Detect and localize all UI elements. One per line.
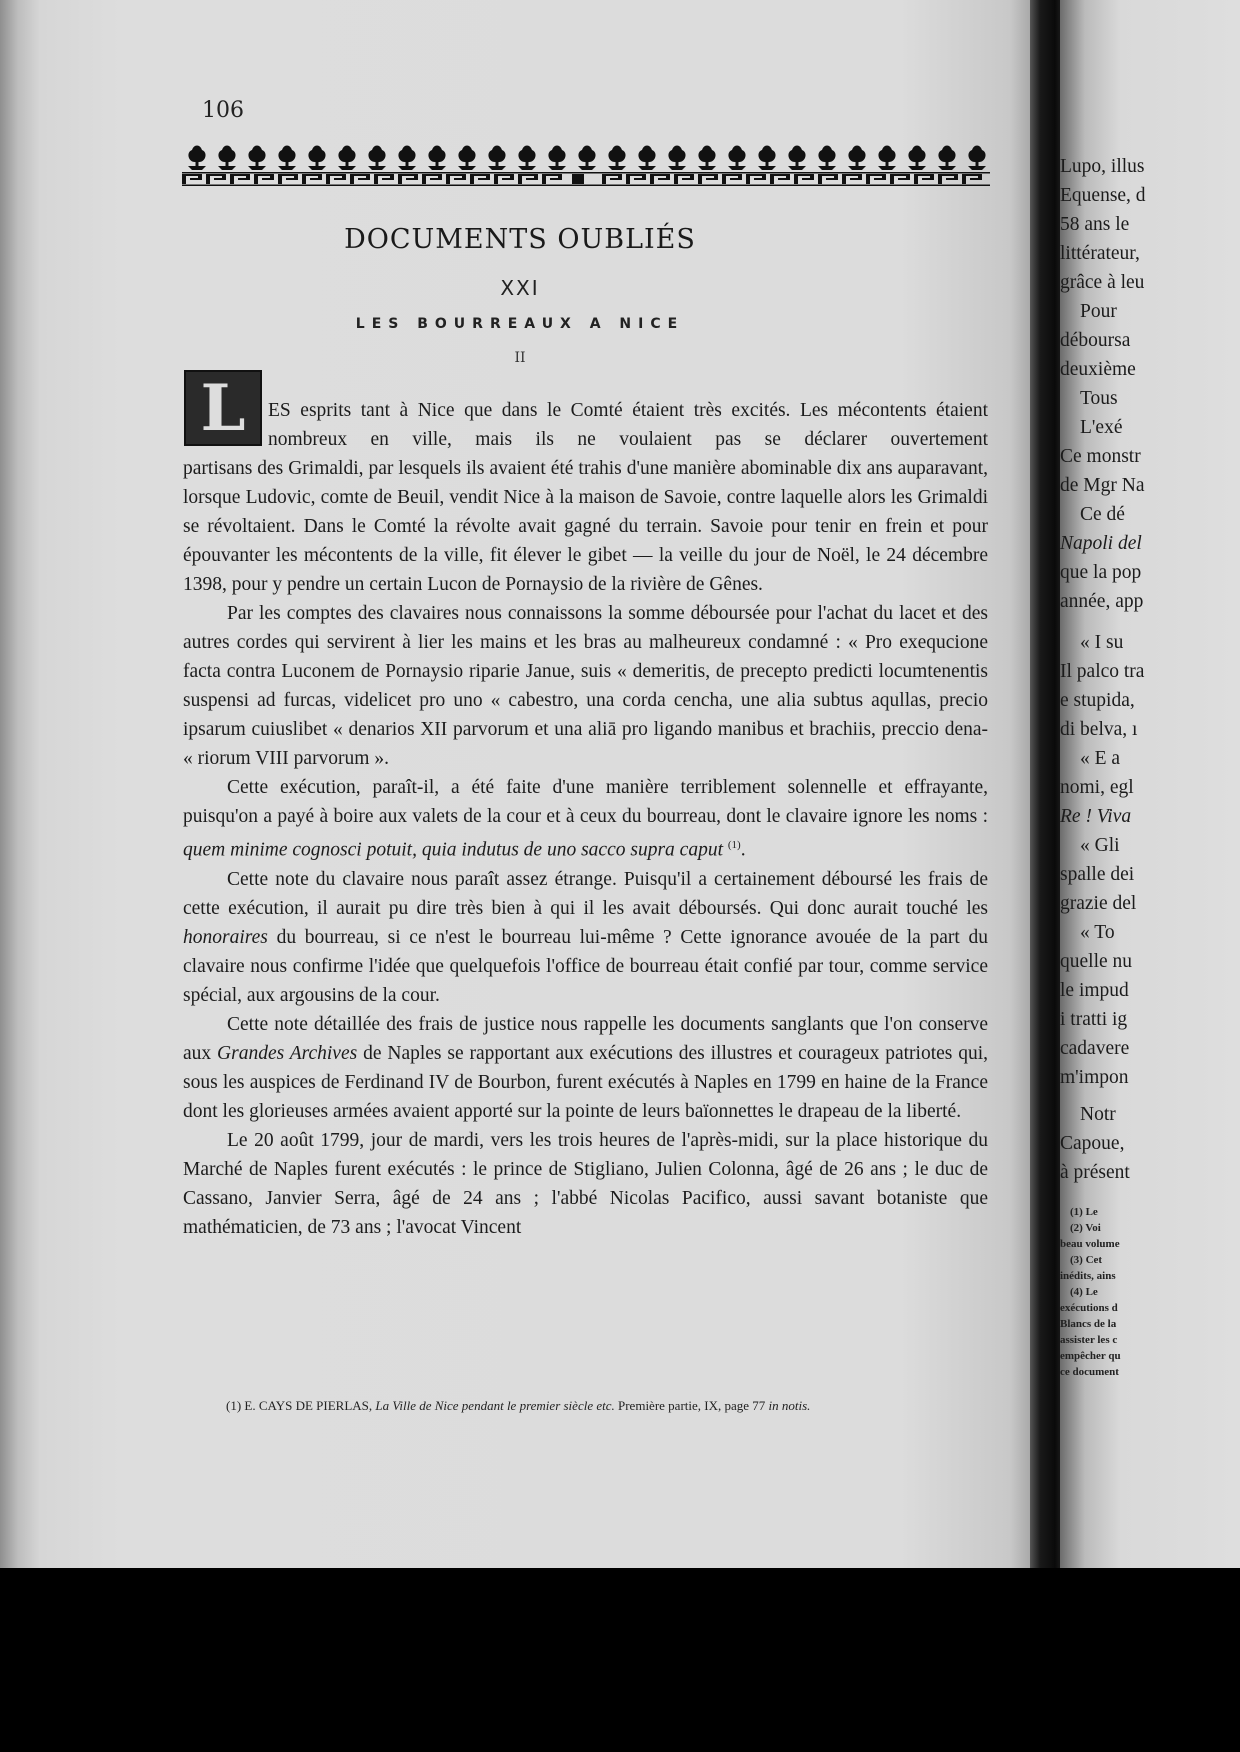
- opening-line-2: étaient nombreux en ville, mais ils ne voulaient pas se déclarer ouvertement: [268, 400, 988, 450]
- paragraph-4-italic: honoraires: [183, 926, 268, 948]
- right-page-line: Lupo, illus: [1060, 156, 1145, 177]
- right-page-line: Ce monstr: [1060, 446, 1141, 467]
- opening-lines: [268, 396, 988, 454]
- right-page-line: « E a: [1080, 748, 1121, 769]
- footnote-author: E. CAYS DE PIERLAS,: [244, 1398, 373, 1413]
- dropcap-letter: L: [200, 371, 246, 446]
- right-page-line: de Mgr Na: [1060, 475, 1145, 496]
- paragraph-5-a: Cette note détaillée des frais de justice nous rappelle les documents sanglants que l'on conserve aux: [183, 1013, 988, 1064]
- page-number: 106: [202, 98, 244, 123]
- right-page-line: Il palco tra: [1060, 661, 1145, 682]
- right-page-line: 58 ans le: [1060, 214, 1130, 235]
- paragraph-5: [183, 1010, 988, 1126]
- paragraph-2: Par les comptes des clavaires nous connaissons la somme déboursée pour l'achat du lacet et des autres cordes qui servirent à lier les mains et les bras au malheureux condamné : « Pro exequcione facta contra Luconem de Pornaysio riparie Janue, suis « demeritis, de precepto predicti locumtenentis suspensi ad furcas, videlicet pro uno « cabestro, una corda cencha, une alia subtus aqullas, precio ipsarum cuiuslibet « denarios XII parvorum et una aliā pro ligando manibus et brachiis, preccio dena- « riorum VIII parvorum ».: [183, 603, 988, 769]
- right-page-line: « I su: [1080, 632, 1124, 653]
- right-page-line: le impud: [1060, 980, 1129, 1001]
- article-body: [183, 454, 988, 1242]
- right-page-line: Pour: [1080, 301, 1117, 322]
- right-page-line: nomi, egl: [1060, 777, 1134, 798]
- footnote-reference: (1): [727, 839, 741, 851]
- right-page-footnote-line: Blancs de la: [1060, 1318, 1117, 1330]
- right-page-footnote-line: ce document: [1060, 1366, 1119, 1378]
- right-page-line: déboursa: [1060, 330, 1131, 351]
- right-page-line: « Gli: [1080, 835, 1120, 856]
- right-page-line: L'exé: [1080, 417, 1123, 438]
- right-page-line: spalle dei: [1060, 864, 1135, 885]
- footnote-tail: in notis.: [768, 1398, 811, 1413]
- footnote-rest: Première partie, IX, page 77: [618, 1398, 766, 1413]
- footnote: [226, 1398, 986, 1414]
- ornate-dropcap: [184, 370, 262, 446]
- right-page-line: Napoli del: [1060, 533, 1142, 554]
- right-page-line: Capoue,: [1060, 1133, 1125, 1154]
- paragraph-3-start: Cette exécution, paraît-il, a été faite d'une manière terriblement solennelle et effrayante, puisqu'on a payé à boire aux valets de la cour et à ceux du bourreau, dont le clavaire ignore les noms :: [183, 777, 988, 827]
- right-page-line: Equense, d: [1060, 185, 1146, 206]
- fleuron-ornament-band: [182, 140, 990, 186]
- right-page-footnote-line: inédits, ains: [1060, 1270, 1116, 1282]
- footnote-title: La Ville de Nice pendant le premier siècle etc.: [375, 1398, 615, 1413]
- right-page-footnote-line: beau volume: [1060, 1238, 1120, 1250]
- paragraph-3: Cette exécution, paraît-il, a été faite d'une manière terriblement solennelle et effrayante, puisqu'on a payé à boire aux valets de la cour et à ceux du bourreau, dont le clavaire ignore les noms : quem minime cognosci potuit, quia indutus de uno sacco supra caput $^{(1)}$.: [183, 777, 988, 861]
- paragraph-6: Le 20 août 1799, jour de mardi, vers les trois heures de l'après-midi, sur la place historique du Marché de Naples furent exécutés : le prince de Stigliano, Julien Colonna, âgé de 26 ans ; le duc de Cassano, Janvier Serra, âgé de 24 ans ; l'abbé Nicolas Pacifico, aussi savant botaniste que mathématicien, de 73 ans ; l'avocat Vincent: [183, 1129, 988, 1238]
- right-page-footnote-line: empêcher qu: [1060, 1350, 1121, 1362]
- part-number: II: [514, 350, 526, 366]
- section-number: XXI: [500, 276, 540, 300]
- right-page-line: grâce à leu: [1060, 272, 1145, 293]
- paragraph-3-latin: quem minime cognosci potuit, quia indutus de uno sacco supra caput: [183, 839, 723, 861]
- paragraph-5-b: de Naples se rapportant aux exécutions des illustres et courageux patriotes qui, sous les auspices de Ferdinand IV de Bourbon, furent exécutés à Naples en 1799 en haine de la France dont les glorieuses armées avaient apporté sur la pointe de leurs baïonnettes le drapeau de la liberté.: [183, 1042, 989, 1122]
- right-page: [1060, 0, 1240, 1568]
- right-page-line: i tratti ig: [1060, 1009, 1128, 1030]
- right-page-line: m'impon: [1060, 1067, 1129, 1088]
- right-page-line: deuxième: [1060, 359, 1136, 380]
- paragraph-1-rest: partisans des Grimaldi, par lesquels ils avaient été trahis d'une manière abominable dix ans auparavant, lorsque Ludovic, comte de Beuil, vendit Nice à la maison de Savoie, contre laquelle alors les Grimaldi se révoltaient. Dans le Comté la révolte avait gagné du terrain. Savoie pour tenir en frein et pour épouvanter les mécontents de la ville, fit élever le gibet — la veille du jour de Noël, le 24 décembre 1398, pour y pendre un certain Lucon de Pornaysio de la rivière de Gênes.: [183, 458, 988, 595]
- right-page-line: Ce dé: [1080, 504, 1125, 525]
- right-page-line: « To: [1080, 922, 1115, 943]
- right-page-line: e stupida,: [1060, 690, 1135, 711]
- paragraph-4-b: du bourreau, si ce n'est le bourreau lui-même ? Cette ignorance avouée de la part du clavaire nous confirme l'idée que quelquefois l'office de bourreau était confié par tour, comme service spécial, aux argousins de la cour.: [183, 926, 989, 1006]
- right-page-line: que la pop: [1060, 562, 1142, 583]
- right-page-line: littérateur,: [1060, 243, 1140, 264]
- right-page-line: grazie del: [1060, 893, 1137, 914]
- right-page-footnote-line: (2) Voi: [1070, 1222, 1101, 1234]
- right-page-line: di belva, ı: [1060, 719, 1138, 740]
- right-page-line: Notr: [1080, 1104, 1116, 1125]
- right-page-line: Tous: [1080, 388, 1118, 409]
- article-title: LES BOURREAUX A NICE: [355, 316, 685, 332]
- running-title: DOCUMENTS OUBLIÉS: [344, 224, 696, 255]
- opening-line-1: ES esprits tant à Nice que dans le Comté étaient très excités. Les mécontents: [268, 400, 927, 421]
- right-page-footnote-line: (4) Le: [1070, 1286, 1098, 1298]
- right-page-line: à présent: [1060, 1162, 1130, 1183]
- right-page-line: quelle nu: [1060, 951, 1133, 972]
- paragraph-4: [183, 865, 988, 1010]
- paragraph-4-a: Cette note du clavaire nous paraît assez étrange. Puisqu'il a certainement déboursé les frais de cette exécution, il aurait pu dire très bien à qui il les avait déboursés. Qui donc aurait touché les: [183, 868, 988, 919]
- right-page-footnote-line: (3) Cet: [1070, 1254, 1103, 1266]
- right-page-footnote-line: exécutions d: [1060, 1302, 1118, 1314]
- footnote-mark: (1): [226, 1398, 242, 1413]
- right-page-footnote-line: assister les c: [1060, 1334, 1118, 1346]
- paragraph-5-italic: Grandes Archives: [217, 1042, 358, 1064]
- right-page-line: année, app: [1060, 591, 1144, 612]
- right-page-line: Re ! Viva: [1060, 806, 1132, 827]
- right-page-footnote-line: (1) Le: [1070, 1206, 1098, 1218]
- right-page-line: cadavere: [1060, 1038, 1130, 1059]
